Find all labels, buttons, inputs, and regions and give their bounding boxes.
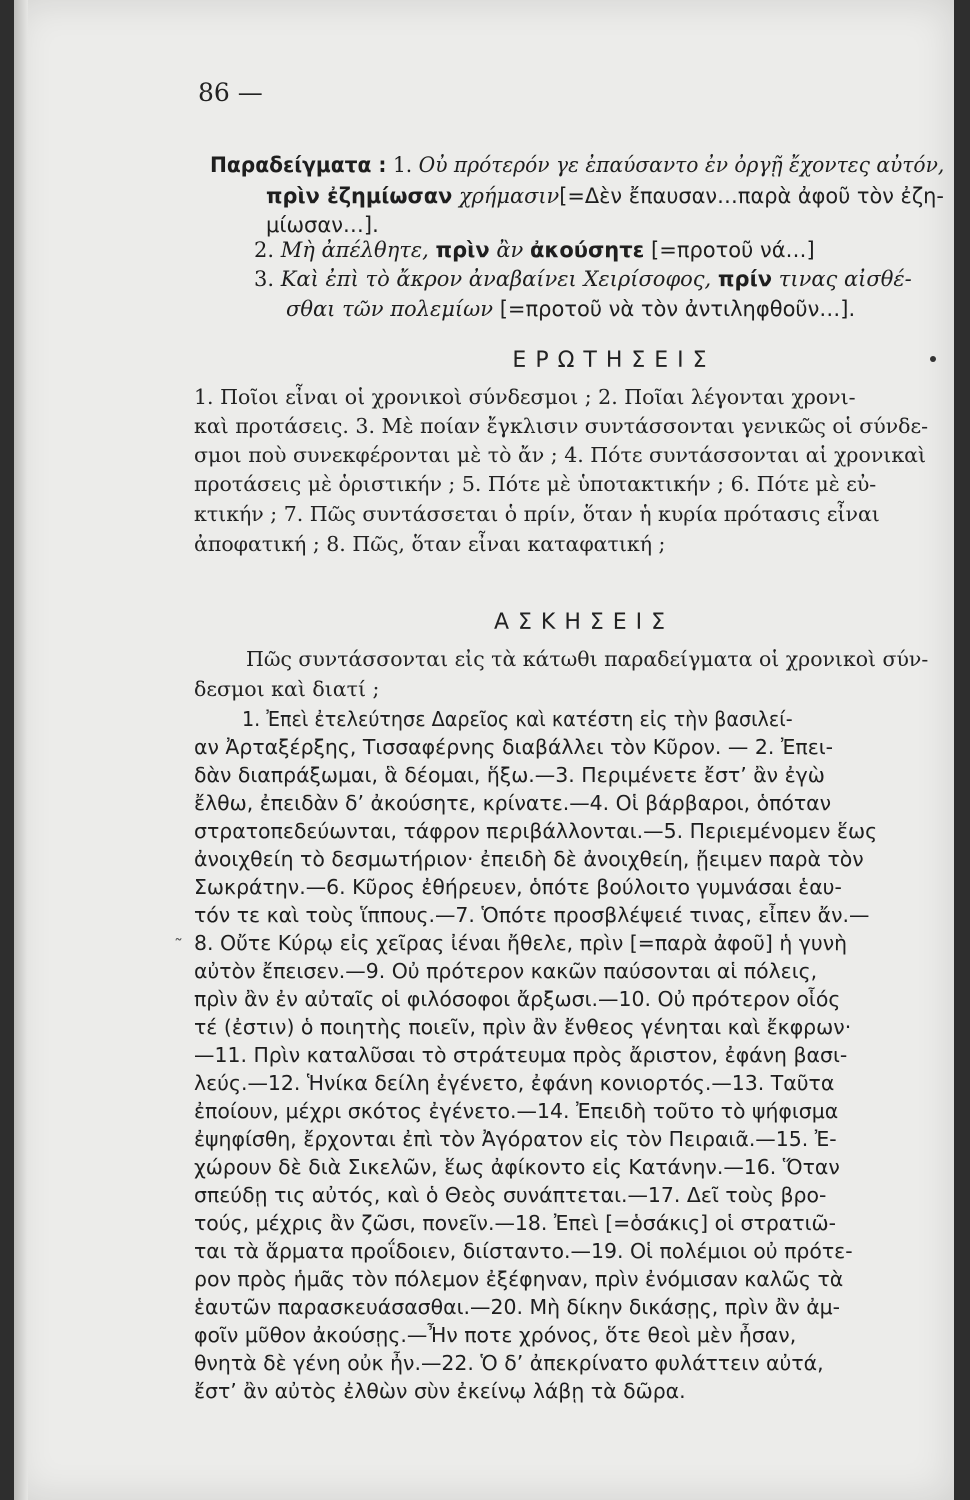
exercise-line: λεύς.—12. Ἡνίκα δείλη ἐγένετο, ἐφάνη κονιορτός.—13. Ταῦτα [194,1071,835,1095]
exercise-line: θνητὰ δὲ γένη οὐκ ἦν.—22. Ὁ δ’ ἀπεκρίνατο φυλάττειν αὐτά, [194,1351,824,1375]
exercise-line: δὰν διαπράξωμαι, ἃ δέομαι, ἥξω.—3. Περιμένετε ἔστ’ ἂν ἐγὼ [194,763,825,787]
exercise-line: τόν τε καὶ τοὺς ἵππους.—7. Ὁπότε προσβλέψειέ τινας, εἶπεν ἄν.— [194,903,870,927]
questions-line: σμοι ποὺ συνεκφέρονται μὲ τὸ ἄν ; 4. Πότε συντάσσονται αἱ χρονικαὶ [194,443,927,467]
exercises-heading: ΑΣΚΗΣΕΙΣ [493,610,675,635]
questions-line: καὶ προτάσεις. 3. Μὲ ποίαν ἔγκλισιν συντάσσονται γενικῶς οἱ σύνδε- [194,414,929,438]
page-number: 86 — [198,78,263,107]
examples-label: Παραδείγματα : [210,153,387,177]
exercise-line: αν Ἀρταξέρξης, Τισσαφέρνης διαβάλλει τὸν Κῦρον. — 2. Ἐπει- [194,735,834,759]
exercise-line: —11. Πρὶν καταλῦσαι τὸ στράτευμα πρὸς ἄριστον, ἐφάνη βασι- [194,1043,848,1067]
questions-line: κτικήν ; 7. Πῶς συντάσσεται ὁ πρίν, ὅταν ἡ κυρία πρότασις εἶναι [194,502,880,526]
examples-line-6: σθαι τῶν πολεμίων [=προτοῦ νὰ τὸν ἀντιληφθοῦν…]. [286,297,856,321]
exercise-line: ρον πρὸς ἡμᾶς τὸν πόλεμον ἐξέφηναν, πρὶν ἐνόμισαν καλῶς τὰ [194,1267,844,1291]
examples-line-3: μίωσαν…]. [266,213,379,237]
exercise-line: χώρουν δὲ διὰ Σικελῶν, ἕως ἀφίκοντο εἰς Κατάνην.—16. Ὅταν [194,1155,840,1179]
exercise-line: αὐτὸν ἔπεισεν.—9. Οὐ πρότερον κακῶν παύσονται αἱ πόλεις, [194,959,818,983]
exercises-intro-line: Πῶς συντάσσονται εἰς τὰ κάτωθι παραδείγματα οἱ χρονικοὶ σύν- [246,647,929,671]
exercise-line: τέ (ἐστιν) ὁ ποιητὴς ποιεῖν, πρὶν ἂν ἔνθεος γένηται καὶ ἔκφρων· [194,1015,852,1039]
exercise-line: πρὶν ἂν ἐν αὐταῖς οἱ φιλόσοφοι ἄρξωσι.—10. Οὐ πρότερον οἷός [194,987,841,1011]
exercise-line: φοῖν μῦθον ἀκούσῃς.—Ἦν ποτε χρόνος, ὅτε θεοὶ μὲν ἦσαν, [194,1323,797,1347]
exercise-line: 8. Οὔτε Κύρῳ εἰς χεῖρας ἰέναι ἤθελε, πρὶν [=παρὰ ἀφοῦ] ἡ γυνὴ [194,931,848,955]
margin-mark: ˜ [174,936,183,957]
questions-line: προτάσεις μὲ ὁριστικήν ; 5. Πότε μὲ ὑποτακτικήν ; 6. Πότε μὲ εὐ- [194,472,877,496]
exercise-line: ἔστ’ ἂν αὐτὸς ἐλθὼν σὺν ἐκείνῳ λάβῃ τὰ δῶρα. [194,1379,686,1403]
stray-dot [930,356,936,362]
examples-line-5: 3. Καὶ ἐπὶ τὸ ἄκρον ἀναβαίνει Χειρίσοφος, πρίν τινας αἰσθέ- [254,267,912,291]
exercise-line: 1. Ἐπεὶ ἐτελεύτησε Δαρεῖος καὶ κατέστη εἰς τὴν βασιλεί- [242,707,793,731]
examples-line-2: πρὶν ἐζημίωσαν χρήμασιν[=Δὲν ἔπαυσαν…παρὰ ἀφοῦ τὸν ἐζη- [266,184,944,208]
examples-line-1: Παραδείγματα : 1. Οὐ πρότερόν γε ἐπαύσαντο ἐν ὀργῇ ἔχοντες αὐτόν, [210,153,945,177]
exercise-line: ἐψηφίσθη, ἔρχονται ἐπὶ τὸν Ἀγόρατον εἰς τὸν Πειραιᾶ.—15. Ἐ- [194,1127,837,1151]
exercise-line: σπεύδῃ τις αὐτός, καὶ ὁ Θεὸς συνάπτεται.—17. Δεῖ τοὺς βρο- [194,1183,827,1207]
book-page [14,0,954,1500]
exercise-line: ἐποίουν, μέχρι σκότος ἐγένετο.—14. Ἐπειδὴ τοῦτο τὸ ψήφισμα [194,1099,839,1123]
exercise-line: ἑαυτῶν παρασκευάσασθαι.—20. Μὴ δίκην δικάσῃς, πρὶν ἂν ἀμ- [194,1295,841,1319]
examples-line-4: 2. Μὴ ἀπέλθητε, πρὶν ἂν ἀκούσητε [=προτοῦ νά…] [254,238,815,262]
exercise-line: Σωκράτην.—6. Κῦρος ἐθήρευεν, ὁπότε βούλοιτο γυμνάσαι ἑαυ- [194,875,842,899]
questions-heading: ΕΡΩΤΗΣΕΙΣ [512,348,716,373]
exercise-line: ἀνοιχθείη τὸ δεσμωτήριον· ἐπειδὴ δὲ ἀνοιχθείη, ᾔειμεν παρὰ τὸν [194,847,864,871]
exercise-line: τούς, μέχρις ἂν ζῶσι, πονεῖν.—18. Ἐπεὶ [=ὁσάκις] οἱ στρατιῶ- [194,1211,836,1235]
questions-line: ἀποφατική ; 8. Πῶς, ὅταν εἶναι καταφατική ; [194,532,666,556]
exercise-line: στρατοπεδεύωνται, τάφρον περιβάλλονται.—5. Περιεμένομεν ἕως [194,819,878,843]
exercises-intro-line: δεσμοι καὶ διατί ; [194,677,380,701]
exercise-line: ἔλθω, ἐπειδὰν δ’ ἀκούσητε, κρίνατε.—4. Οἱ βάρβαροι, ὁπόταν [194,791,832,815]
exercise-line: ται τὰ ἅρματα προΐδοιεν, διίσταντο.—19. Οἱ πολέμιοι οὐ πρότε- [194,1239,853,1263]
questions-line: 1. Ποῖοι εἶναι οἱ χρονικοὶ σύνδεσμοι ; 2. Ποῖαι λέγονται χρονι- [194,385,856,409]
